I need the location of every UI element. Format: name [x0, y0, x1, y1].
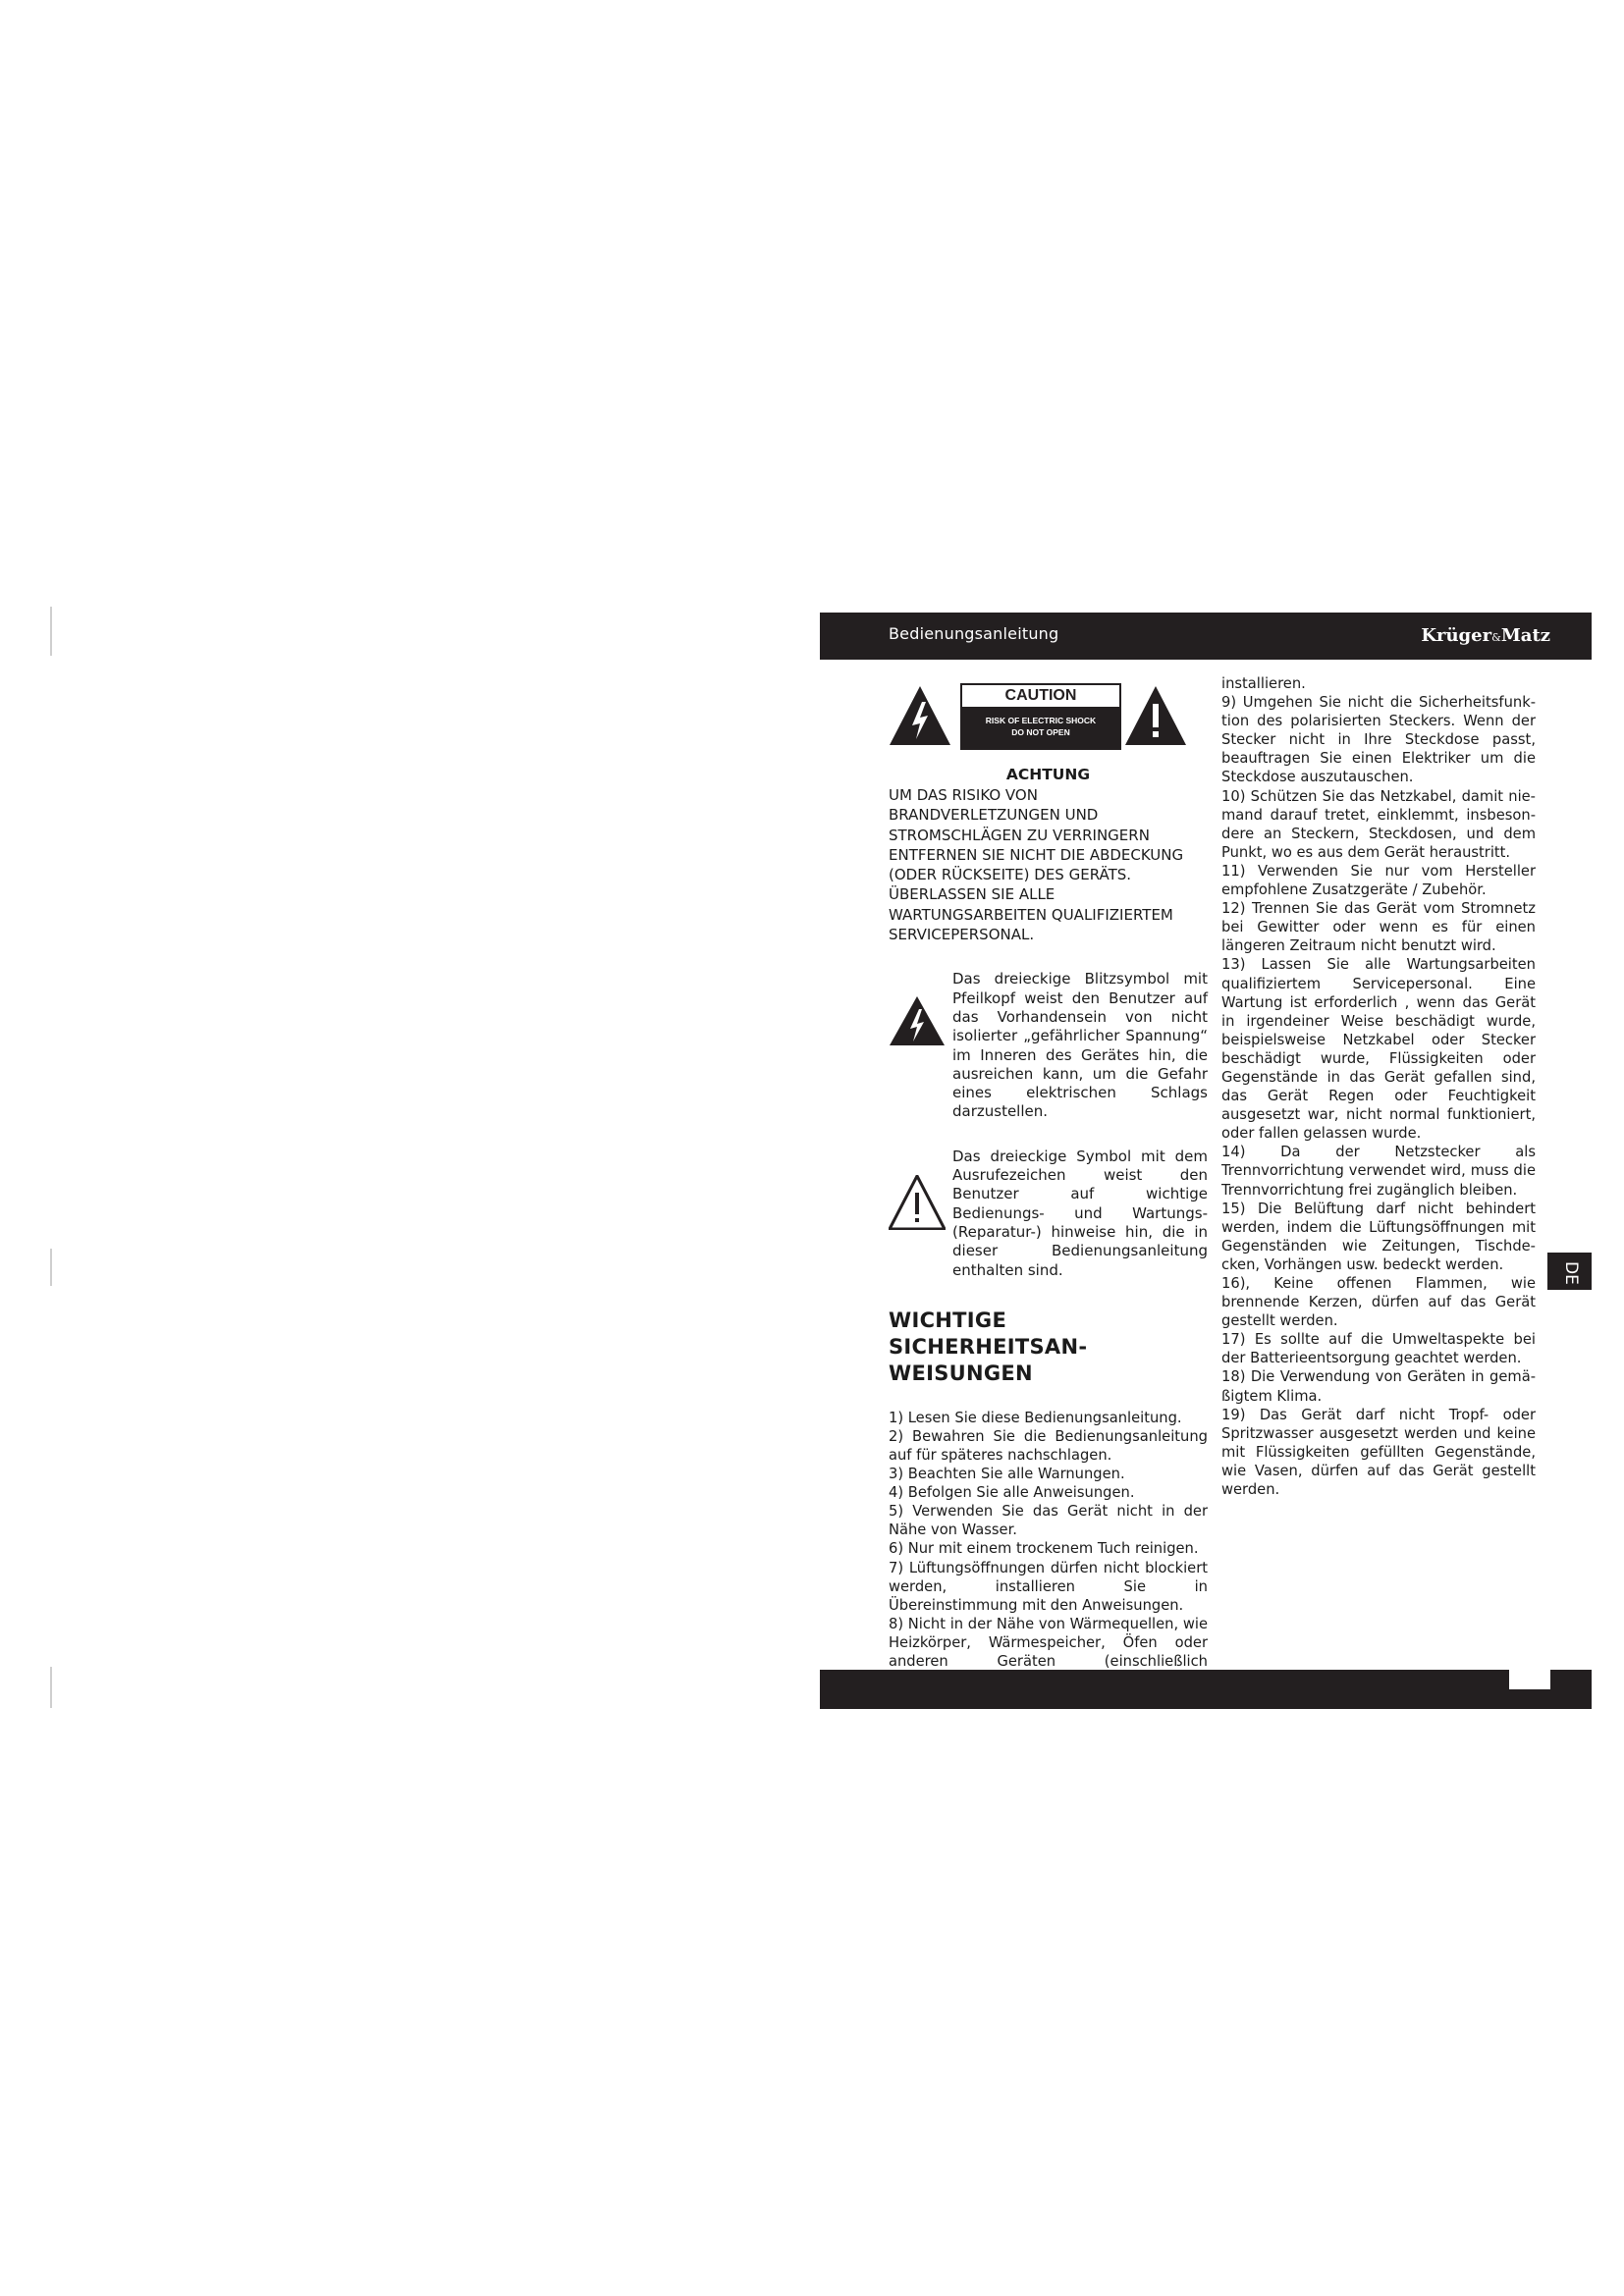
list-item: 19) Das Gerät darf nicht Tropf- oder Spritzwasser ausgesetzt werden und keine mit Flüssigkeiten gefüllten Gegenstände, wie Vasen, dürfen auf das Gerät gestellt werden.: [1221, 1406, 1536, 1499]
crop-mark-middle: [50, 1249, 52, 1286]
section-title-line-2: WEISUNGEN: [889, 1361, 1033, 1385]
list-item: 18) Die Verwendung von Geräten in gemä-ßigtem Klima.: [1221, 1368, 1536, 1405]
left-column: [889, 677, 1208, 1689]
page-header: [820, 613, 1592, 660]
list-item: 3) Beachten Sie alle Warnungen.: [889, 1466, 1125, 1483]
list-item: 9) Umgehen Sie nicht die Sicherheitsfunk-tion des polarisierten Steckers. Wenn der Stecker nicht in Ihre Steckdose passt, beauftragen Sie einen Elektriker um die Steckdose auszutauschen.: [1221, 694, 1536, 786]
list-item: 12) Trennen Sie das Gerät vom Stromnetz bei Gewitter oder wenn es für einen längeren Zeitraum nicht benutzt wird.: [1221, 900, 1536, 955]
brand-name: Krüger: [1421, 625, 1492, 646]
safety-list-left: [889, 1409, 1208, 1689]
page-footer: [820, 1670, 1592, 1709]
list-item: 13) Lassen Sie alle Wartungsarbeiten qualifiziertem Servicepersonal. Eine Wartung ist erforderlich , wenn das Gerät in irgendeiner Weise beschädigt wurde, beispielsweise Netzkabel oder Stecker beschädigt wurde, Flüssigkeiten oder Gegenstände in das Gerät gefallen sind, das Gerät Regen oder Feuchtigkeit ausgesetzt war, nicht normal funktioniert, oder fallen gelassen wurde.: [1221, 956, 1536, 1143]
language-tab: [1547, 1253, 1592, 1290]
crop-mark-bottom: [50, 1667, 52, 1708]
section-title: [889, 1308, 1208, 1387]
achtung-heading: ACHTUNG: [1005, 766, 1091, 783]
list-item: 5) Verwenden Sie das Gerät nicht in der Nähe von Wasser.: [889, 1503, 1208, 1539]
list-item: installieren.: [1221, 675, 1306, 692]
right-column: [1221, 674, 1536, 1499]
lightning-symbol-icon: [889, 995, 946, 1046]
page-number-box: [1509, 1670, 1550, 1689]
list-item: 1) Lesen Sie diese Bedienungsanleitung.: [889, 1409, 1182, 1426]
list-item: 6) Nur mit einem trockenem Tuch reinigen.: [889, 1540, 1199, 1558]
list-item: 14) Da der Netzstecker als Trennvorrichtung verwendet wird, muss die Trennvorrichtung frei zugänglich bleiben.: [1221, 1144, 1536, 1199]
caution-subtext-1: RISK OF ELECTRIC SHOCK: [985, 716, 1097, 725]
list-item: 16), Keine offenen Flammen, wie brennende Kerzen, dürfen auf das Gerät gestellt werden.: [1221, 1275, 1536, 1330]
list-item: 15) Die Belüftung darf nicht behindert werden, indem die Lüftungsöffnungen mit Gegenständen wie Zeitungen, Tischde-cken, Vorhängen usw. bedeckt werden.: [1221, 1200, 1536, 1273]
list-item: 17) Es sollte auf die Umweltaspekte bei der Batterieentsorgung geachtet werden.: [1221, 1331, 1536, 1367]
exclamation-symbol-explanation: [889, 1148, 1208, 1280]
lightning-symbol-text: Das dreieckige Blitzsymbol mit Pfeilkopf weist den Benutzer auf das Vorhandensein von nicht isolierter „gefährlicher Spannung“ im Inneren des Gerätes hin, die ausreichen kann, um die Gefahr eines elektrischen Schlags darzustellen.: [952, 970, 1208, 1121]
language-tab-label: DE: [1561, 1261, 1581, 1285]
list-item: 7) Lüftungsöffnungen dürfen nicht blockiert werden, installieren Sie in Übereinstimmung mit den Anweisungen.: [889, 1559, 1208, 1614]
exclamation-warning-icon: [1124, 684, 1187, 747]
list-item: 10) Schützen Sie das Netzkabel, damit nie-mand darauf tretet, einklemmt, insbeson-dere an Steckern, Steckdosen, und dem Punkt, wo es aus dem Gerät heraustritt.: [1221, 787, 1536, 861]
caution-label: [889, 680, 1208, 754]
list-item: 8) Nicht in der Nähe von Wärmequellen, wie Heizkörper, Wärmespeicher, Öfen oder anderen Geräten (einschließlich: [889, 1615, 1208, 1671]
lightning-symbol-explanation: [889, 970, 1208, 1121]
brand-amp: &: [1491, 631, 1501, 644]
brand-name-tail: Matz: [1500, 625, 1550, 646]
exclamation-symbol-text: Das dreieckige Symbol mit dem Ausrufezeichen weist den Benutzer auf wichtige Bedienungs- und Wartungs- (Reparatur-) hinweise hin, die in dieser Bedienungsanleitung enthalten sind.: [952, 1147, 1208, 1279]
list-item: 11) Verwenden Sie nur vom Hersteller empfohlene Zusatzgeräte / Zubehör.: [1221, 862, 1536, 899]
section-title-line-1: WICHTIGE SICHERHEITSAN-: [889, 1308, 1088, 1359]
lightning-warning-icon: [889, 684, 951, 747]
caution-subtext-2: DO NOT OPEN: [1011, 727, 1070, 737]
crop-mark-top: [50, 607, 52, 656]
exclamation-symbol-icon: [889, 1175, 946, 1230]
achtung-text: UM DAS RISIKO VON BRANDVERLETZUNGEN UND STROMSCHLÄGEN ZU VERRINGERN ENTFERNEN SIE NICHT DIE ABDECKUNG (ODER RÜCKSEITE) DES GERÄTS. ÜBERLASSEN SIE ALLE WARTUNGSARBEITEN QUALIFIZIERTEM SERVICEPERSONAL.: [889, 786, 1184, 944]
header-title: Bedienungsanleitung: [889, 624, 1059, 643]
brand-logo: [1421, 625, 1550, 646]
list-item: 2) Bewahren Sie die Bedienungsanleitung auf für späteres nachschlagen.: [889, 1427, 1208, 1465]
list-item: 4) Befolgen Sie alle Anweisungen.: [889, 1484, 1135, 1502]
caution-word: CAUTION: [962, 685, 1119, 707]
caution-box: [960, 683, 1121, 750]
